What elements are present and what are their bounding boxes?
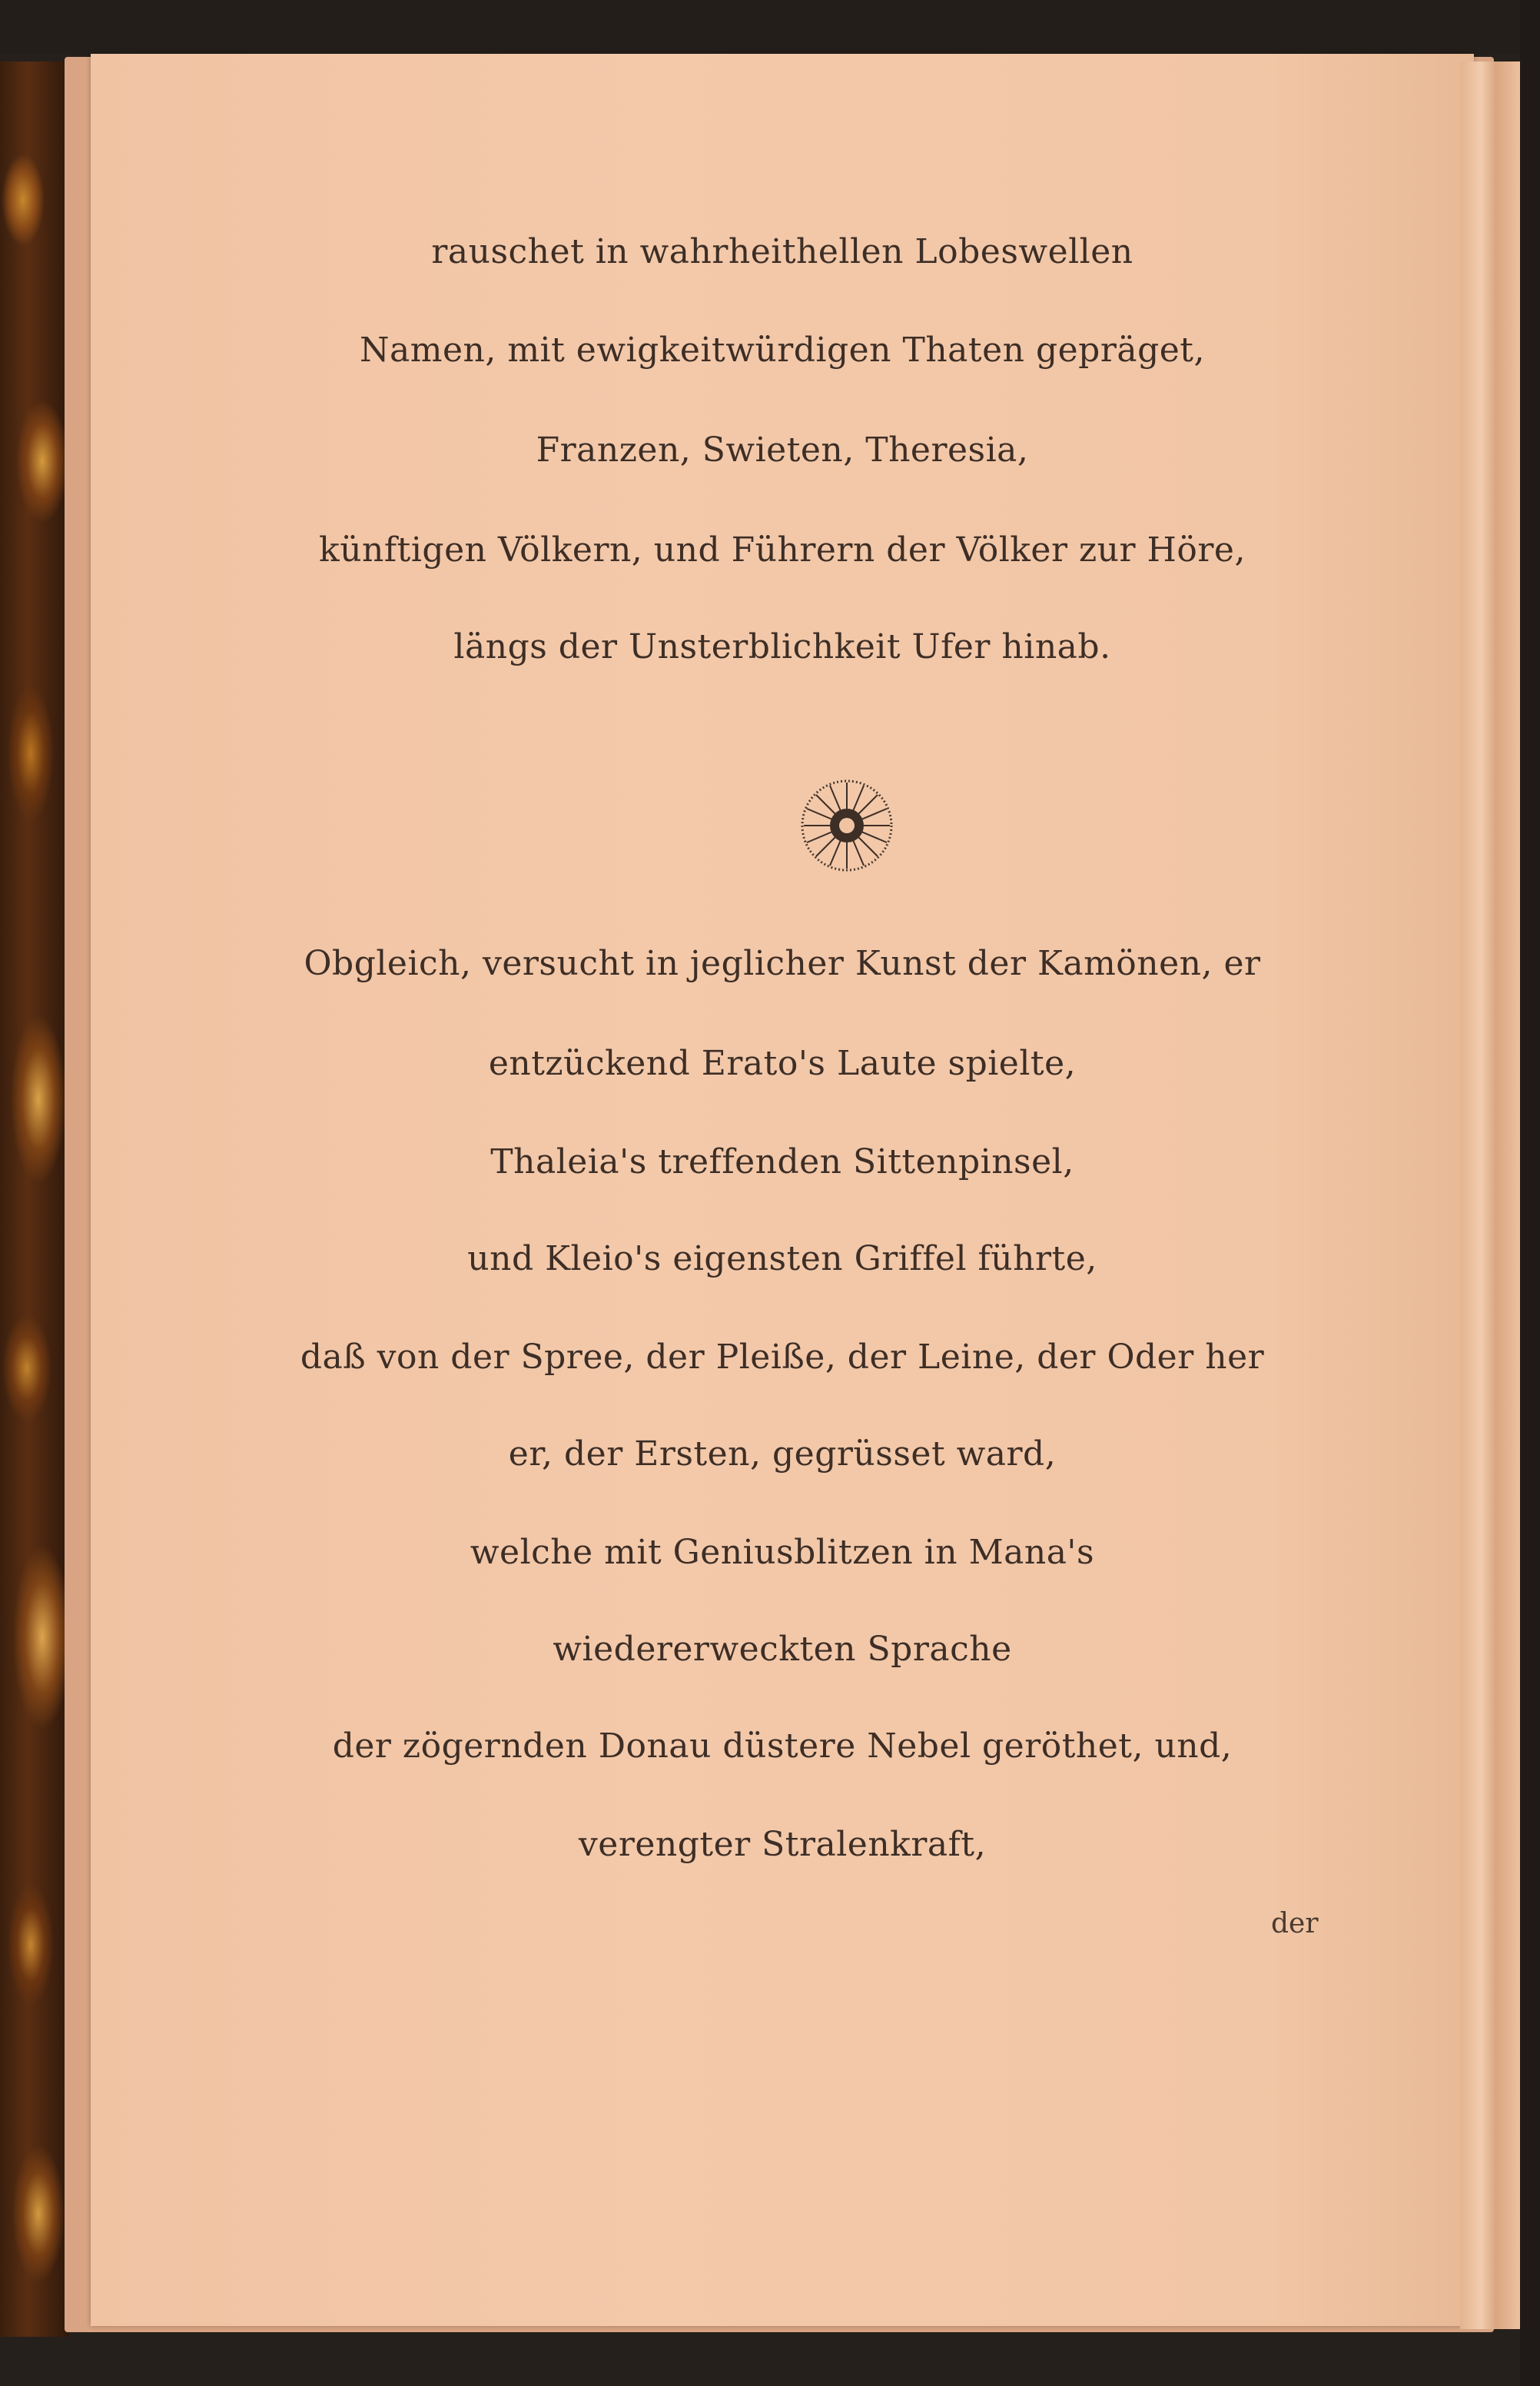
text-line: Thaleia's treffenden Sittenpinsel, [490, 1142, 1074, 1181]
text-line: wiedererweckten Sprache [553, 1630, 1012, 1669]
scanner-right-edge [1520, 0, 1540, 2386]
book-page [91, 54, 1474, 2326]
catchword: der [1271, 1908, 1319, 1939]
scanner-top-edge [0, 0, 1540, 54]
text-line: verengter Stralenkraft, [578, 1825, 987, 1864]
text-line: Obgleich, versucht in jeglicher Kunst der Kamönen, er [304, 944, 1261, 983]
text-line: Namen, mit ewigkeitwürdigen Thaten gepräget, [360, 331, 1205, 370]
text-line: längs der Unsterblichkeit Ufer hinab. [453, 627, 1111, 666]
text-line: der zögernden Donau düstere Nebel geröthet, und, [332, 1726, 1233, 1766]
text-line: Franzen, Swieten, Theresia, [536, 430, 1029, 470]
sun-ornament-icon [799, 778, 894, 873]
text-line: rauschet in wahrheithellen Lobeswellen [431, 232, 1133, 271]
text-line: daß von der Spree, der Pleiße, der Leine, der Oder her [300, 1338, 1265, 1377]
text-line: welche mit Geniusblitzen in Mana's [470, 1533, 1095, 1572]
text-line: künftigen Völkern, und Führern der Völker zur Höre, [319, 530, 1246, 570]
text-line: er, der Ersten, gegrüsset ward, [508, 1434, 1057, 1474]
text-line: und Kleio's eigensten Griffel führte, [467, 1239, 1097, 1278]
book-spine [0, 61, 69, 2337]
text-line: entzückend Erato's Laute spielte, [488, 1044, 1077, 1083]
page-gutter-edge [1460, 61, 1520, 2329]
